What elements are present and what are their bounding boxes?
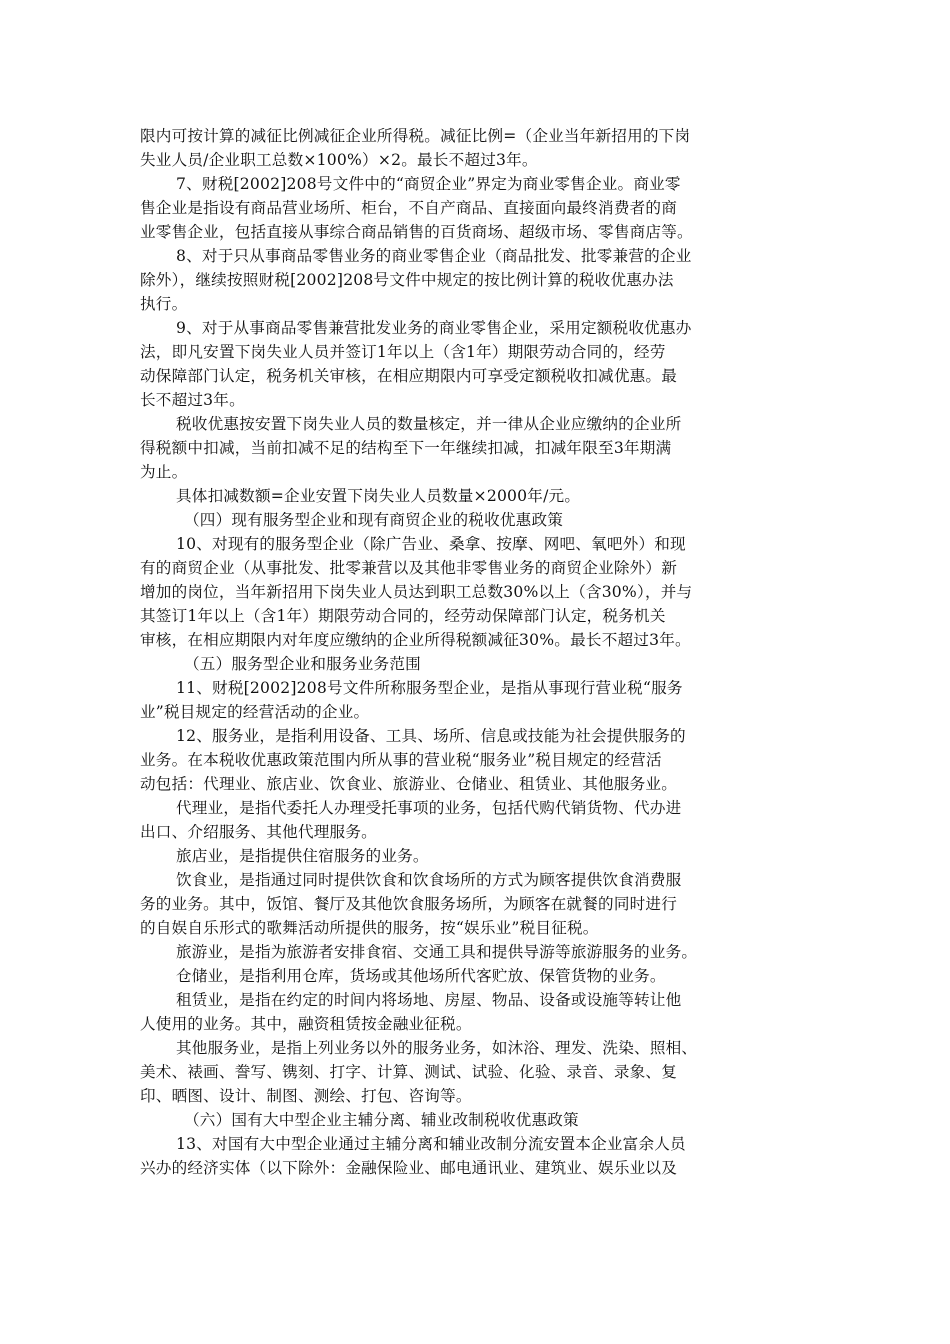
text-line: 旅游业，是指为旅游者安排食宿、交通工具和提供导游等旅游服务的业务。 — [176, 943, 698, 961]
text-line: 租赁业，是指在约定的时间内将场地、房屋、物品、设备或设施等转让他 — [176, 991, 682, 1009]
text-line: 12、服务业，是指利用设备、工具、场所、信息或技能为社会提供服务的 — [176, 727, 686, 745]
text-line: 失业人员/企业职工总数×100%）×2。最长不超过3年。 — [140, 151, 538, 169]
text-line: 增加的岗位，当年新招用下岗失业人员达到职工总数30%以上（含30%），并与 — [140, 583, 693, 601]
text-line: 印、晒图、设计、制图、测绘、打包、咨询等。 — [140, 1087, 472, 1105]
text-line: 务的业务。其中，饭馆、餐厅及其他饮食服务场所，为顾客在就餐的同时进行 — [140, 895, 677, 913]
text-line: 兴办的经济实体（以下除外：金融保险业、邮电通讯业、建筑业、娱乐业以及 — [140, 1159, 677, 1177]
text-line: 得税额中扣减，当前扣减不足的结构至下一年继续扣减，扣减年限至3年期满 — [140, 439, 672, 457]
text-line: 有的商贸企业（从事批发、批零兼营以及其他非零售业务的商贸企业除外）新 — [140, 559, 677, 577]
text-line: （四）现有服务型企业和现有商贸企业的税收优惠政策 — [184, 511, 564, 529]
text-line: 出口、介绍服务、其他代理服务。 — [140, 823, 377, 841]
text-line: 执行。 — [140, 295, 188, 313]
text-line: 售企业是指设有商品营业场所、柜台，不自产商品、直接面向最终消费者的商 — [140, 199, 677, 217]
text-line: （六）国有大中型企业主辅分离、辅业改制税收优惠政策 — [184, 1111, 579, 1129]
text-line: 美术、裱画、誊写、镌刻、打字、计算、测试、试验、化验、录音、录象、复 — [140, 1063, 677, 1081]
text-line: 长不超过3年。 — [140, 391, 245, 409]
text-line: 的自娱自乐形式的歌舞活动所提供的服务，按“娱乐业”税目征税。 — [140, 919, 599, 937]
text-line: 9、对于从事商品零售兼营批发业务的商业零售企业，采用定额税收优惠办 — [176, 319, 692, 337]
text-line: 旅店业，是指提供住宿服务的业务。 — [176, 847, 429, 865]
text-line: 仓储业，是指利用仓库，货场或其他场所代客贮放、保管货物的业务。 — [176, 967, 666, 985]
text-line: 审核，在相应期限内对年度应缴纳的企业所得税额减征30%。最长不超过3年。 — [140, 631, 691, 649]
text-line: 限内可按计算的减征比例减征企业所得税。减征比例=（企业当年新招用的下岗 — [140, 127, 691, 145]
text-line: 11、财税[2002]208号文件所称服务型企业，是指从事现行营业税“服务 — [176, 679, 683, 697]
text-line: 除外），继续按照财税[2002]208号文件中规定的按比例计算的税收优惠办法 — [140, 271, 674, 289]
text-line: 税收优惠按安置下岗失业人员的数量核定，并一律从企业应缴纳的企业所 — [176, 415, 682, 433]
text-line: 饮食业，是指通过同时提供饮食和饮食场所的方式为顾客提供饮食消费服 — [176, 871, 682, 889]
text-line: 动包括：代理业、旅店业、饮食业、旅游业、仓储业、租赁业、其他服务业。 — [140, 775, 677, 793]
text-line: 13、对国有大中型企业通过主辅分离和辅业改制分流安置本企业富余人员 — [176, 1135, 686, 1153]
text-line: 业务。在本税收优惠政策范围内所从事的营业税“服务业”税目规定的经营活 — [140, 751, 662, 769]
text-line: 人使用的业务。其中，融资租赁按金融业征税。 — [140, 1015, 472, 1033]
text-line: 业”税目规定的经营活动的企业。 — [140, 703, 370, 721]
text-line: 法，即凡安置下岗失业人员并签订1年以上（含1年）期限劳动合同的，经劳 — [140, 343, 666, 361]
text-line: 8、对于只从事商品零售业务的商业零售企业（商品批发、批零兼营的企业 — [176, 247, 692, 265]
text-line: 10、对现有的服务型企业（除广告业、桑拿、按摩、网吧、氧吧外）和现 — [176, 535, 686, 553]
text-line: 具体扣减数额=企业安置下岗失业人员数量×2000年/元。 — [176, 487, 581, 505]
text-line: 其签订1年以上（含1年）期限劳动合同的，经劳动保障部门认定，税务机关 — [140, 607, 666, 625]
text-line: 代理业，是指代委托人办理受托事项的业务，包括代购代销货物、代办进 — [176, 799, 682, 817]
document-body — [140, 124, 815, 1180]
text-line: 7、财税[2002]208号文件中的“商贸企业”界定为商业零售企业。商业零 — [176, 175, 681, 193]
text-line: 业零售企业，包括直接从事综合商品销售的百货商场、超级市场、零售商店等。 — [140, 223, 693, 241]
text-line: 为止。 — [140, 463, 188, 481]
text-line: （五）服务型企业和服务业务范围 — [184, 655, 421, 673]
text-line: 动保障部门认定，税务机关审核，在相应期限内可享受定额税收扣减优惠。最 — [140, 367, 677, 385]
text-line: 其他服务业，是指上列业务以外的服务业务，如沐浴、理发、洗染、照相、 — [176, 1039, 698, 1057]
